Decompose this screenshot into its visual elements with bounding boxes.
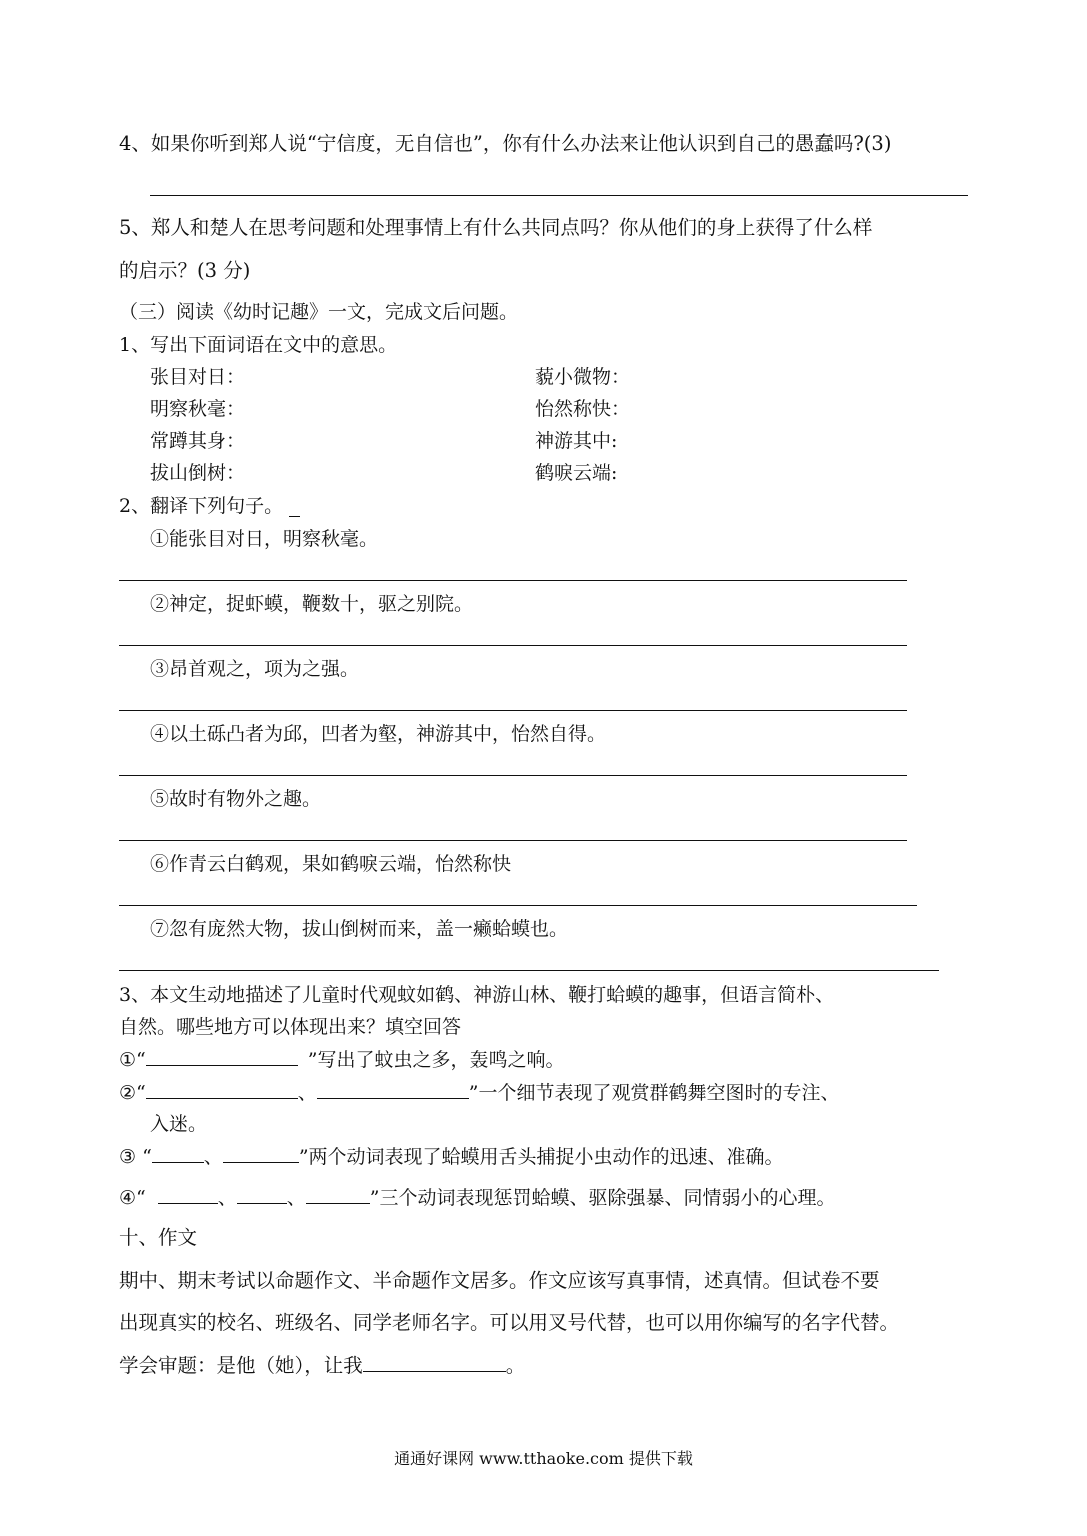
answer-line[interactable] (119, 840, 907, 841)
fill-blank-2: ②“ 、 ”一个细节表现了观赏群鹤舞空图时的专注、 (119, 1082, 840, 1104)
vocab-item: 怡然称快： (535, 398, 631, 420)
translate-item: ②神定，捉虾蟆，鞭数十，驱之别院。 (150, 593, 474, 615)
fill-blank-4: ④“ 、 、 ”三个动词表现惩罚蛤蟆、驱除强暴、同情弱小的心理。 (119, 1187, 836, 1209)
question-3-line1: 3、本文生动地描述了儿童时代观蚊如鹤、神游山林、鞭打蛤蟆的趣事，但语言简朴、 (119, 984, 835, 1006)
blank-field[interactable] (223, 1144, 299, 1163)
fill-blank-1: ①“ ”写出了蚊虫之多，轰鸣之响。 (119, 1049, 565, 1071)
page-footer: 通通好课网 www.tthaoke.com 提供下载 (394, 1449, 693, 1468)
question-5-line1: 5、郑人和楚人在思考问题和处理事情上有什么共同点吗？你从他们的身上获得了什么样 (119, 216, 873, 239)
translate-item: ⑥作青云白鹤观，果如鹤唳云端，怡然称快 (150, 853, 512, 875)
vocab-item: 明察秋毫： (150, 398, 246, 420)
section-3-title: （三）阅读《幼时记趣》一文，完成文后问题。 (119, 301, 519, 323)
answer-line[interactable] (119, 580, 907, 581)
blank-field[interactable] (306, 1185, 370, 1204)
blank-field[interactable] (237, 1185, 287, 1204)
vocab-item: 神游其中: (535, 430, 618, 452)
vocab-item: 鹤唳云端: (535, 462, 618, 484)
blank-field[interactable] (146, 1047, 298, 1066)
blank-field[interactable] (146, 1080, 298, 1099)
translate-item: ⑤故时有物外之趣。 (150, 788, 322, 810)
essay-line-2: 出现真实的校名、班级名、同学老师名字。可以用叉号代替，也可以用你编写的名字代替。 (119, 1311, 900, 1334)
essay-line-3: 学会审题：是他（她），让我 。 (119, 1354, 526, 1377)
vocab-question: 1、写出下面词语在文中的意思。 (119, 334, 398, 356)
answer-line-q4[interactable] (150, 195, 968, 196)
translate-item: ④以土砾凸者为邱，凹者为壑，神游其中，怡然自得。 (150, 723, 607, 745)
answer-line[interactable] (119, 970, 939, 971)
fill-blank-2-cont: 入迷。 (150, 1113, 208, 1135)
translate-item: ①能张目对日，明察秋毫。 (150, 528, 379, 550)
vocab-item: 藐小微物： (535, 366, 631, 388)
answer-line[interactable] (119, 775, 907, 776)
translate-item: ⑦忽有庞然大物，拔山倒树而来，盖一癞蛤蟆也。 (150, 918, 569, 940)
question-3-line2: 自然。哪些地方可以体现出来？填空回答 (119, 1016, 462, 1038)
fill-blank-3: ③ “ 、 ”两个动词表现了蛤蟆用舌头捕捉小虫动作的迅速、准确。 (119, 1146, 784, 1168)
question-5-line2: 的启示？(3 分) (119, 259, 251, 282)
short-mark (289, 516, 300, 517)
answer-line[interactable] (119, 710, 907, 711)
blank-field[interactable] (158, 1185, 218, 1204)
blank-field[interactable] (152, 1144, 204, 1163)
blank-field[interactable] (363, 1353, 506, 1372)
vocab-item: 张目对日： (150, 366, 246, 388)
blank-field[interactable] (317, 1080, 469, 1099)
translate-item: ③昂首观之，项为之强。 (150, 658, 360, 680)
translate-question: 2、翻译下列句子。 (119, 495, 284, 517)
answer-line[interactable] (119, 905, 917, 906)
vocab-item: 拔山倒树： (150, 462, 246, 484)
answer-line[interactable] (119, 645, 907, 646)
vocab-item: 常蹲其身： (150, 430, 246, 452)
essay-title: 十、作文 (119, 1226, 198, 1249)
question-4: 4、如果你听到郑人说“宁信度，无自信也”，你有什么办法来让他认识到自己的愚蠢吗?(3) (119, 132, 892, 155)
essay-line-1: 期中、期末考试以命题作文、半命题作文居多。作文应该写真事情，述真情。但试卷不要 (119, 1269, 880, 1292)
